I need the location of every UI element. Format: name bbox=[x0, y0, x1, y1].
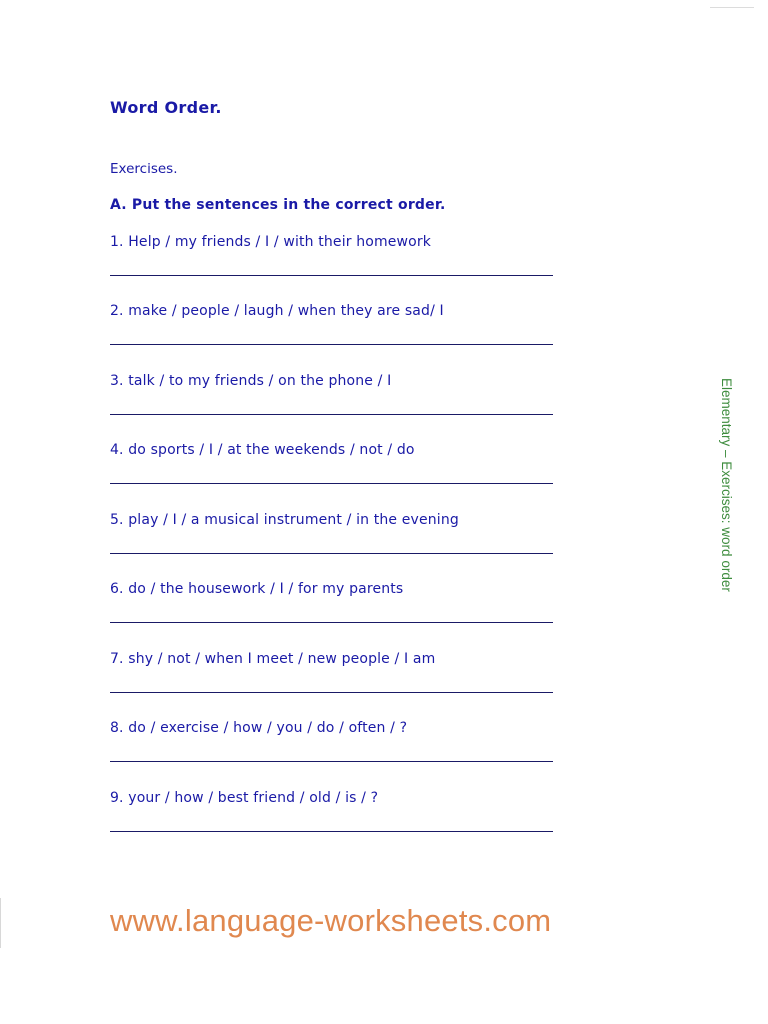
page-title: Word Order. bbox=[110, 98, 222, 117]
exercise-item-2 bbox=[110, 303, 570, 363]
answer-line[interactable] bbox=[110, 414, 553, 415]
exercise-prompt: 7. shy / not / when I meet / new people / I am bbox=[110, 651, 436, 667]
answer-line[interactable] bbox=[110, 692, 553, 693]
exercise-item-6 bbox=[110, 581, 570, 641]
answer-line[interactable] bbox=[110, 553, 553, 554]
exercise-prompt: 4. do sports / I / at the weekends / not / do bbox=[110, 442, 415, 458]
exercise-prompt: 2. make / people / laugh / when they are sad/ I bbox=[110, 303, 444, 319]
exercise-item-7 bbox=[110, 651, 570, 711]
exercise-prompt: 3. talk / to my friends / on the phone / I bbox=[110, 373, 392, 389]
section-label: Exercises. bbox=[110, 161, 178, 177]
side-category-label: Elementary – Exercises: word order bbox=[719, 378, 734, 592]
exercise-item-8 bbox=[110, 720, 570, 780]
exercise-item-9 bbox=[110, 790, 570, 850]
answer-line[interactable] bbox=[110, 483, 553, 484]
footer-website-link[interactable]: www.language-worksheets.com bbox=[110, 903, 552, 938]
exercise-prompt: 6. do / the housework / I / for my parents bbox=[110, 581, 404, 597]
exercise-item-1 bbox=[110, 234, 570, 294]
exercise-prompt: 8. do / exercise / how / you / do / often / ? bbox=[110, 720, 408, 736]
answer-line[interactable] bbox=[110, 622, 553, 623]
exercise-prompt: 5. play / I / a musical instrument / in the evening bbox=[110, 512, 459, 528]
top-right-divider bbox=[710, 7, 754, 8]
exercise-instruction: A. Put the sentences in the correct order. bbox=[110, 197, 446, 213]
exercise-item-4 bbox=[110, 442, 570, 502]
answer-line[interactable] bbox=[110, 831, 553, 832]
answer-line[interactable] bbox=[110, 275, 553, 276]
exercise-prompt: 9. your / how / best friend / old / is / ? bbox=[110, 790, 379, 806]
answer-line[interactable] bbox=[110, 761, 553, 762]
answer-line[interactable] bbox=[110, 344, 553, 345]
exercise-item-3 bbox=[110, 373, 570, 433]
exercise-prompt: 1. Help / my friends / I / with their homework bbox=[110, 234, 432, 250]
left-edge-mark bbox=[0, 898, 1, 948]
exercise-item-5 bbox=[110, 512, 570, 572]
